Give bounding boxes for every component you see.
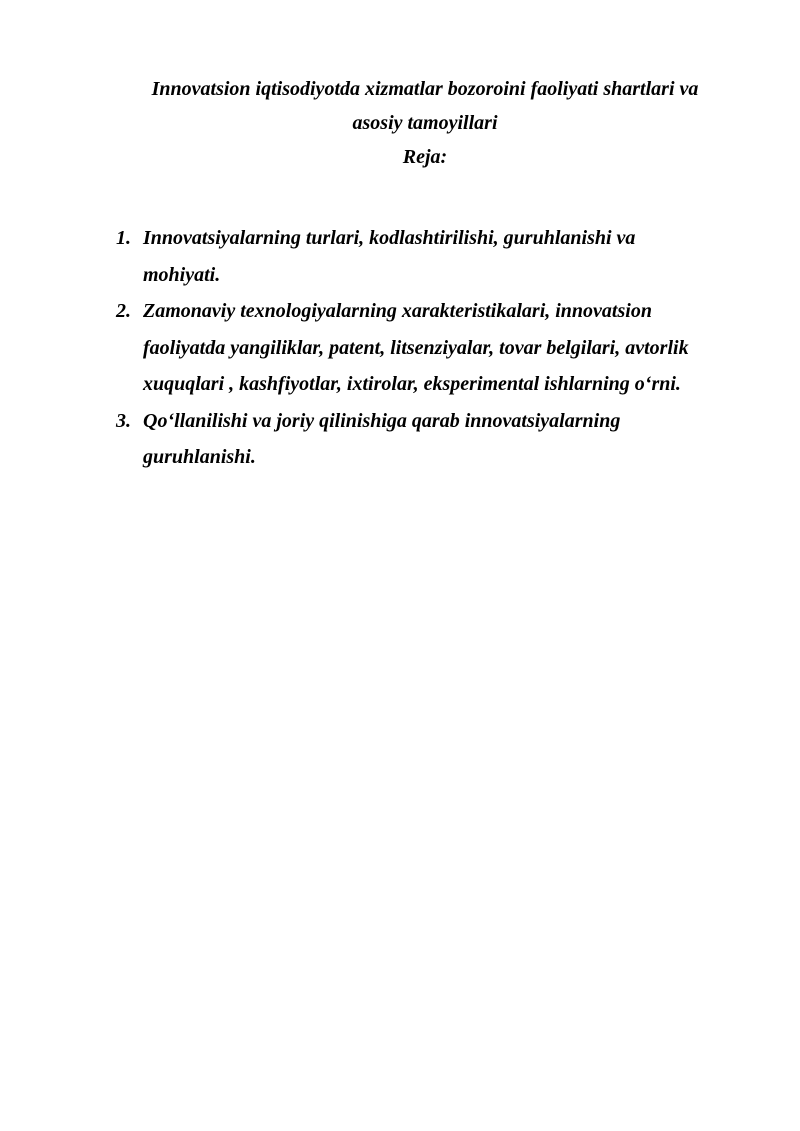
plan-item [116,220,756,293]
document-title [100,72,750,174]
plan-heading: Reja: [402,146,448,168]
plan-item-line: Qo‘llanilishi va joriy qilinishiga qarab innovatsiyalarning [143,409,621,432]
plan-item [116,293,756,403]
plan-item [116,403,756,476]
plan-item-line: Zamonaviy texnologiyalarning xarakteristikalari, innovatsion [143,300,652,322]
plan-item-number: 3. [116,409,131,432]
plan-item-line: faoliyatda yangiliklar, patent, litsenziyalar, tovar belgilari, avtorlik [143,336,689,359]
plan-item-line: xuquqlari , kashfiyotlar, ixtirolar, eksperimental ishlarning o‘rni. [143,373,681,395]
plan-item-line: Innovatsiyalarning turlari, kodlashtirilishi, guruhlanishi va [143,227,636,249]
plan-item-number: 2. [116,300,131,322]
plan-item-line: guruhlanishi. [143,446,256,468]
title-line: asosiy tamoyillari [352,112,498,134]
plan-item-text [143,403,756,476]
title-line: Innovatsion iqtisodiyotda xizmatlar bozoroini faoliyati shartlari va [151,78,699,100]
plan-item-text [143,293,756,403]
plan-item-text [143,220,756,293]
plan-list [116,220,756,476]
plan-item-line: mohiyati. [143,263,221,286]
plan-item-number: 1. [116,227,131,249]
